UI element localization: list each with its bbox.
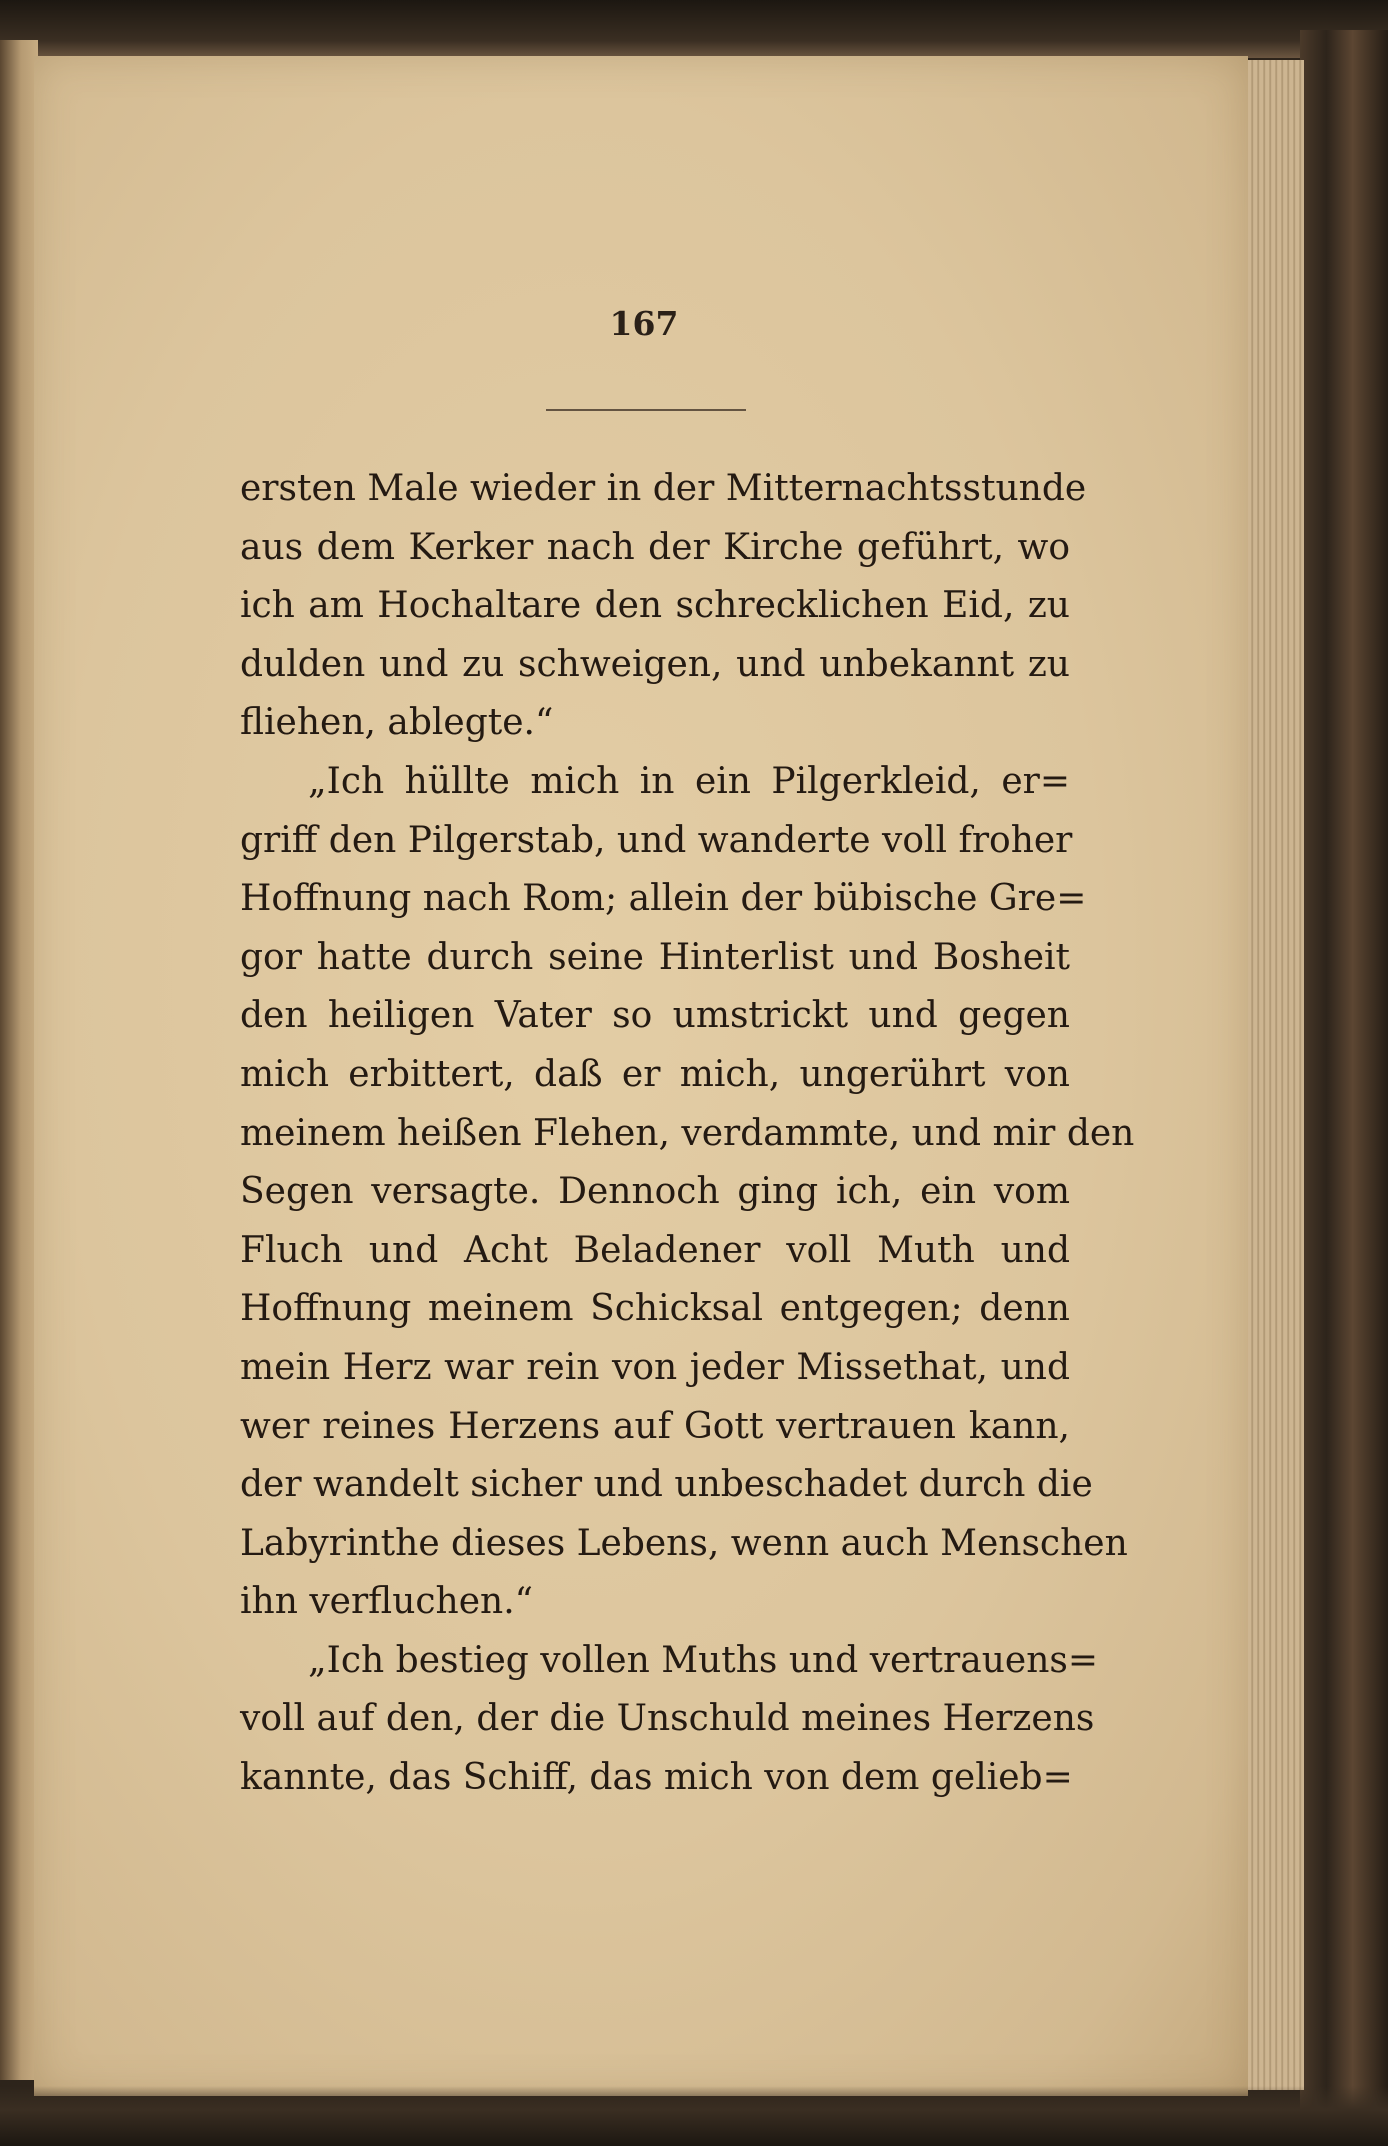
- text-line: Hoffnung meinem Schicksal entgegen; denn: [240, 1288, 1070, 1330]
- bottom-shadow: [0, 2086, 1388, 2146]
- text-line: dulden und zu schweigen, und unbekannt zu: [240, 643, 1070, 685]
- left-page-edge: [0, 40, 38, 2080]
- text-line: ihn verfluchen.“: [240, 1581, 534, 1623]
- text-line: mich erbittert, daß er mich, ungerührt von: [240, 1053, 1070, 1095]
- page-stack-edge: [1240, 60, 1304, 2090]
- text-line: kannte, das Schiff, das mich von dem gelieb=: [240, 1757, 1073, 1799]
- text-line: „Ich hüllte mich in ein Pilgerkleid, er=: [308, 760, 1070, 802]
- text-line: ich am Hochaltare den schrecklichen Eid, zu: [240, 585, 1070, 627]
- page-number-rule: [546, 409, 746, 411]
- text-line: „Ich bestieg vollen Muths und vertrauens=: [308, 1639, 1099, 1681]
- text-line: Labyrinthe dieses Lebens, wenn auch Menschen: [240, 1522, 1128, 1564]
- body-text: [240, 460, 1135, 1808]
- top-shadow: [0, 0, 1388, 58]
- page-number: 167: [609, 304, 679, 343]
- text-line: den heiligen Vater so umstrickt und gegen: [240, 995, 1070, 1037]
- text-line: Fluch und Acht Beladener voll Muth und: [240, 1229, 1070, 1271]
- text-line: mein Herz war rein von jeder Missethat, und: [240, 1346, 1070, 1388]
- text-line: der wandelt sicher und unbeschadet durch die: [240, 1464, 1093, 1506]
- text-line: gor hatte durch seine Hinterlist und Bosheit: [240, 936, 1070, 978]
- text-line: voll auf den, der die Unschuld meines Herzens: [240, 1698, 1095, 1740]
- text-line: Segen versagte. Dennoch ging ich, ein vom: [240, 1171, 1070, 1213]
- text-line: griff den Pilgerstab, und wanderte voll froher: [240, 819, 1073, 861]
- book-page: [34, 56, 1248, 2096]
- text-line: aus dem Kerker nach der Kirche geführt, wo: [240, 526, 1070, 568]
- text-line: wer reines Herzens auf Gott vertrauen kann,: [240, 1405, 1070, 1447]
- text-line: ersten Male wieder in der Mitternachtsstunde: [240, 468, 1087, 509]
- book-cover-edge: [1300, 30, 1388, 2146]
- text-line: meinem heißen Flehen, verdammte, und mir den: [240, 1112, 1135, 1154]
- text-line: fliehen, ablegte.“: [240, 702, 554, 744]
- text-line: Hoffnung nach Rom; allein der bübische Gre=: [240, 878, 1087, 920]
